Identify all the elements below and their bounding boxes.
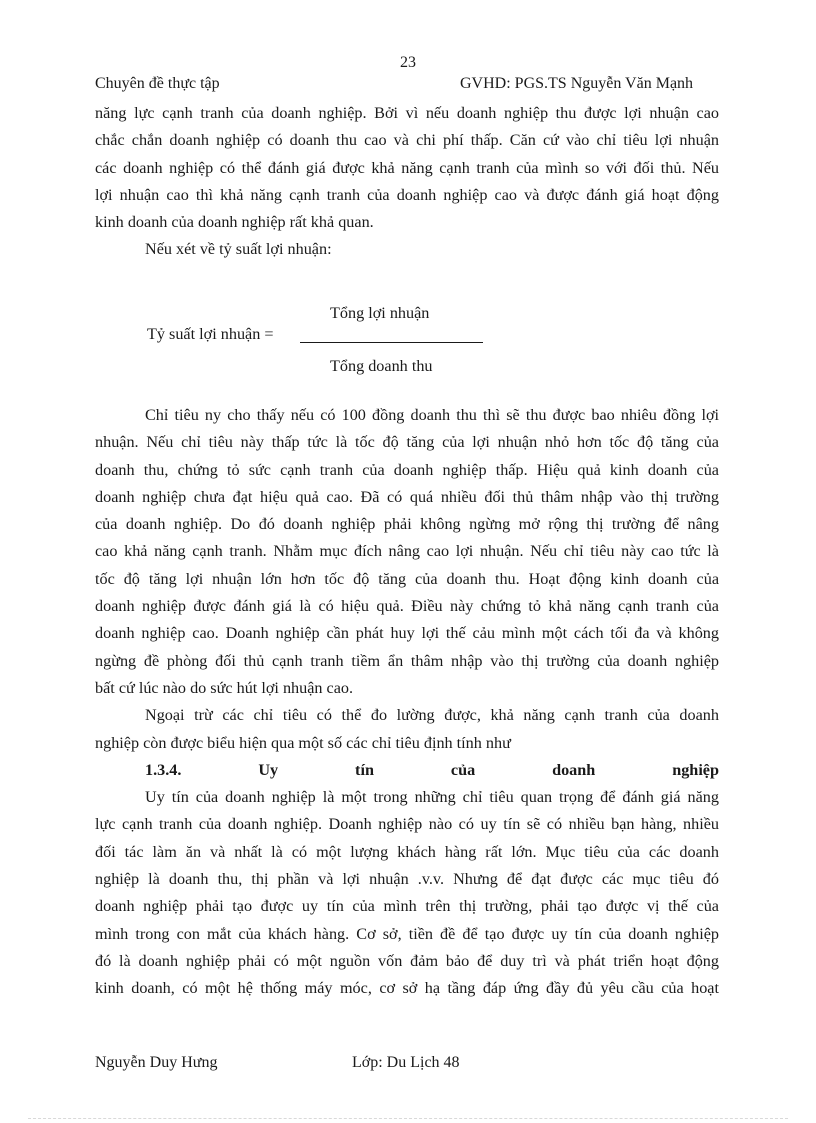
text-line: Ngoại trừ các chỉ tiêu có thể đo lường được, khả năng cạnh tranh của doanh (145, 706, 719, 725)
page-number: 23 (400, 54, 416, 71)
profit-ratio-formula (147, 300, 507, 380)
text-line: đối tác làm ăn và nhất là có một lượng khách hàng rất lớn. Mục tiêu của các doanh (95, 842, 719, 861)
footer-author: Nguyễn Duy Hưng (95, 1054, 218, 1071)
text-line: lợi nhuận cao thì khả năng cạnh tranh của doanh nghiệp cao và được đánh giá hoạt động (95, 185, 719, 204)
text-line: doanh nghiệp chưa đạt hiệu quả cao. Đã có quá nhiều đối thủ thâm nhập vào thị trường (95, 487, 719, 506)
text-line: doanh nghiệp được đánh giá là có hiệu quả. Điều này chứng tỏ khả năng cạnh tranh của (95, 597, 719, 616)
text-line: tốc độ tăng lợi nhuận lớn hơn tốc độ tăng của doanh thu. Hoạt động kinh doanh của (95, 569, 719, 588)
text-line: của doanh nghiệp. Do đó doanh nghiệp phải không ngừng mở rộng thị trường để nâng (95, 515, 719, 534)
text-line: nghiệp còn được biểu hiện qua một số các chỉ tiêu định tính như (95, 733, 511, 752)
text-line: chắc chắn doanh nghiệp có doanh thu cao và chi phí thấp. Căn cứ vào chỉ tiêu lợi nhuận (95, 131, 719, 150)
text-line: năng lực cạnh tranh của doanh nghiệp. Bởi vì nếu doanh nghiệp thu được lợi nhuận cao (95, 104, 719, 122)
ratio-intro: Nếu xét về tỷ suất lợi nhuận: (145, 240, 332, 259)
text-line: kinh doanh của doanh nghiệp rất khả quan. (95, 213, 374, 232)
formula-denominator: Tổng doanh thu (330, 357, 433, 375)
text-line: doanh nghiệp cao. Doanh nghiệp cần phát huy lợi thế cảu mình một cách tối đa và không (95, 624, 719, 643)
text-line: cao khả năng cạnh tranh. Nhằm mục đích nâng cao lợi nhuận. Nếu chỉ tiêu này cao tức là (95, 542, 719, 561)
text-line: nghiệp là doanh thu, thị phần và lợi nhuận .v.v. Nhưng để đạt được các mục tiêu đó (95, 870, 719, 889)
formula-numerator: Tổng lợi nhuận (330, 304, 430, 322)
main-text-block (95, 402, 719, 1003)
text-line: nhuận. Nếu chỉ tiêu này thấp tức là tốc độ tăng của lợi nhuận nhỏ hơn tốc độ tăng của (95, 433, 719, 452)
text-line: bất cứ lúc nào do sức hút lợi nhuận cao. (95, 678, 354, 697)
fraction-bar (300, 342, 483, 343)
text-line: mình trong con mắt của khách hàng. Cơ sở, tiền đề để tạo được uy tín của doanh nghiệp (95, 924, 719, 943)
page-bottom-divider (28, 1118, 788, 1119)
header-title: Chuyên đề thực tập (95, 75, 220, 92)
text-line: các doanh nghiệp có thể đánh giá được khả năng cạnh tranh của mình so với đối thủ. Nếu (95, 158, 719, 177)
header-supervisor: GVHD: PGS.TS Nguyễn Văn Mạnh (460, 75, 694, 92)
text-line: doanh thu, chứng tỏ sức cạnh tranh của doanh nghiệp thấp. Hiệu quả kinh doanh của (95, 460, 719, 479)
text-line: ngừng đề phòng đối thủ cạnh tranh tiềm ẩn thâm nhập vào thị trường của doanh nghiệp (95, 651, 719, 670)
footer-class: Lớp: Du Lịch 48 (352, 1054, 460, 1071)
intro-paragraph-block (95, 100, 719, 264)
text-line: Chỉ tiêu ny cho thấy nếu có 100 đồng doanh thu thì sẽ thu được bao nhiêu đồng lợi (145, 406, 719, 424)
text-line: đó là doanh nghiệp phải có một nguồn vốn đảm bảo để duy trì và phát triển hoạt động (95, 951, 719, 970)
section-heading: 1.3.4. Uy tín của doanh nghiệp (145, 760, 719, 779)
formula-label: Tỷ suất lợi nhuận = (147, 325, 274, 343)
text-line: doanh nghiệp phải tạo được uy tín của mình trên thị trường, phải tạo được vị thế của (95, 897, 719, 916)
text-line: kinh doanh, có một hệ thống máy móc, cơ sở hạ tầng đáp ứng đầy đủ yêu cầu của hoạt (95, 979, 719, 998)
text-line: Uy tín của doanh nghiệp là một trong những chỉ tiêu quan trọng để đánh giá năng (145, 788, 719, 807)
text-line: lực cạnh tranh của doanh nghiệp. Doanh nghiệp nào có uy tín sẽ có nhiều bạn hàng, nhiều (95, 815, 719, 834)
